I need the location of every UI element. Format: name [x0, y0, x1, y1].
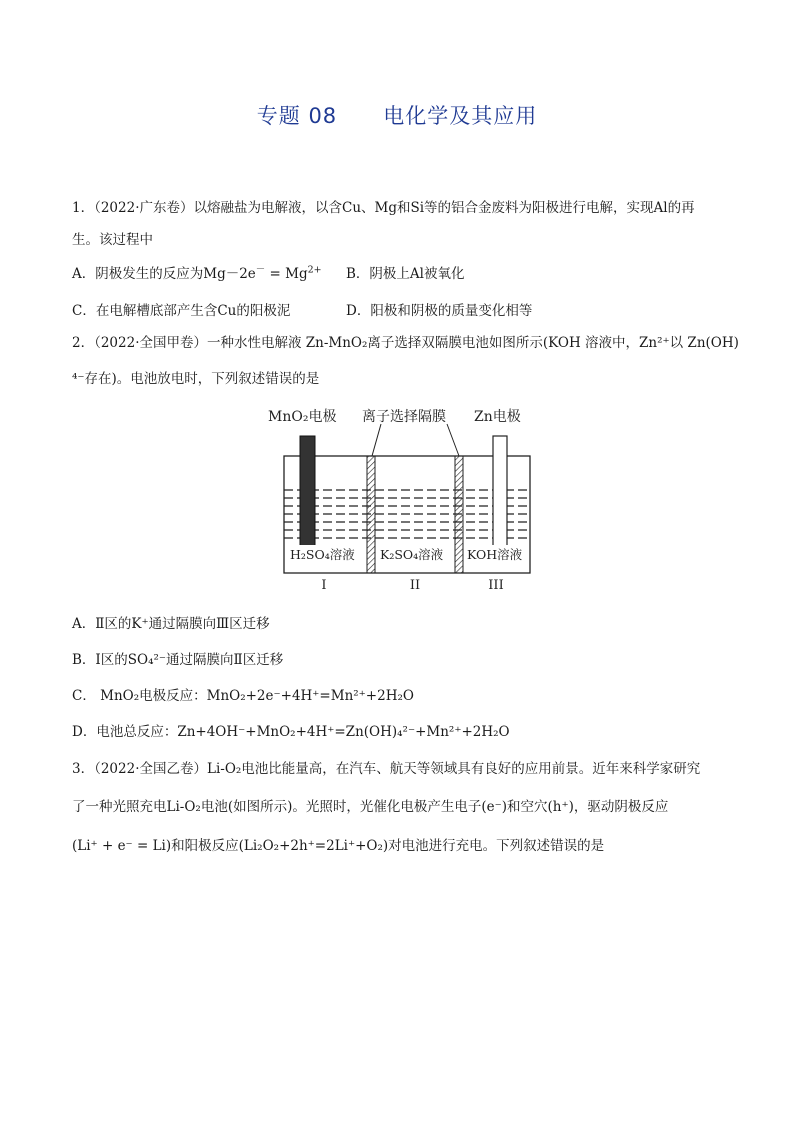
battery-diagram — [264, 402, 536, 597]
region-label-3: III — [488, 578, 504, 593]
q3-stem-line2: 了一种光照充电Li-O₂电池(如图所示)。光照时，光催化电极产生电子(e⁻)和空穴(h⁺)，驱动阴极反应 — [72, 799, 669, 815]
q2-option-d: D．电池总反应：Zn+4OH⁻+MnO₂+4H⁺=Zn(OH)₄²⁻+Mn²⁺+2H₂O — [72, 724, 510, 740]
q2-stem-line2: ⁴⁻存在)。电池放电时，下列叙述错误的是 — [72, 371, 320, 387]
koh-solution-label: KOH溶液 — [467, 547, 523, 562]
q2-option-c: C． MnO₂电极反应：MnO₂+2e⁻+4H⁺=Mn²⁺+2H₂O — [72, 688, 414, 704]
q1-option-d: D．阳极和阴极的质量变化相等 — [346, 303, 533, 319]
region-label-1: I — [321, 578, 327, 593]
q1-option-a-pre: A．阴极发生的反应为Mg－2e — [72, 266, 256, 282]
mno2-electrode-label: MnO₂电极 — [268, 409, 337, 425]
zn-electrode-label: Zn电极 — [474, 409, 521, 425]
membrane-left — [367, 456, 375, 573]
membrane-pointer-left — [372, 424, 381, 456]
q2-stem-line1: 2．（2022·全国甲卷）一种水性电解液 Zn-MnO₂离子选择双隔膜电池如图所示(KOH 溶液中，Zn²⁺以 Zn(OH) — [72, 335, 739, 351]
region-label-2: II — [409, 578, 421, 593]
q2-option-b: B．Ⅰ区的SO₄²⁻通过隔膜向Ⅱ区迁移 — [72, 652, 284, 668]
q2-option-a: A．Ⅱ区的K⁺通过隔膜向Ⅲ区迁移 — [72, 616, 270, 632]
membrane-label: 离子选择隔膜 — [362, 409, 446, 425]
q1-option-b: B．阴极上Al被氧化 — [346, 266, 465, 282]
q1-option-a: A．阴极发生的反应为$Mg-2e^- = Mg^{2+}$ — [72, 264, 322, 282]
zn-electrode — [493, 436, 507, 546]
q3-stem-line3: (Li⁺ + e⁻ = Li)和阳极反应(Li₂O₂+2h⁺=2Li⁺+O₂)对电池进行充电。下列叙述错误的是 — [72, 838, 605, 854]
page-title: 专题 08 电化学及其应用 — [256, 104, 538, 128]
membrane-right — [455, 456, 463, 573]
q3-stem-line1: 3．（2022·全国乙卷）Li-O₂电池比能量高，在汽车、航天等领域具有良好的应用前景。近年来科学家研究 — [72, 761, 701, 777]
mno2-electrode — [300, 436, 315, 546]
h2so4-solution-label: H₂SO₄溶液 — [290, 547, 355, 562]
q1-stem-line1: 1．（2022·广东卷）以熔融盐为电解液，以含Cu、Mg和Si等的铝合金废料为阳极进行电解，实现Al的再 — [72, 200, 695, 216]
membrane-pointer-right — [447, 424, 459, 456]
q1-stem-line2: 生。该过程中 — [72, 232, 153, 248]
q1-option-c: C．在电解槽底部产生含Cu的阳极泥 — [72, 303, 291, 319]
k2so4-solution-label: K₂SO₄溶液 — [380, 547, 444, 562]
q1-option-a-mid: = Mg — [265, 266, 308, 282]
